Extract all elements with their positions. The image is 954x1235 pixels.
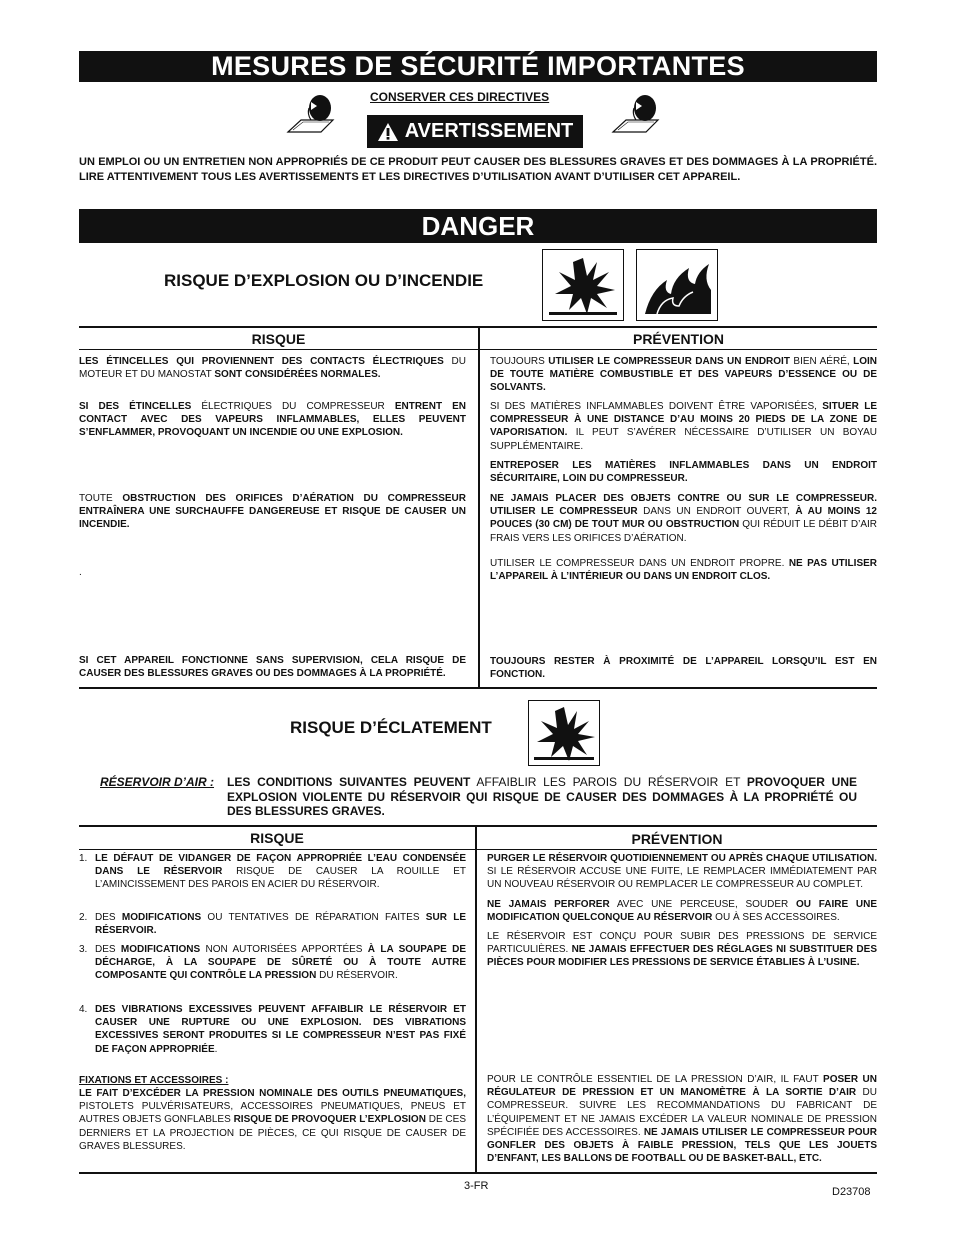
text-segment: UTILISER LE COMPRESSEUR DANS UN ENDROIT PROPRE. [490,558,789,569]
prev1-distance [490,400,877,453]
document-code: D23708 [832,1186,871,1198]
text-segment: TOUJOURS [490,356,549,367]
bold-text-segment: POSER UN RÉGULATEUR DE PRESSION ET UN MANOMÈTRE À LA SORTIE D’AIR [487,1074,878,1099]
bold-text-segment: NE JAMAIS PERFORER [487,899,610,910]
risk1-vent-obstruction [79,492,466,532]
text-segment: LE RÉSERVOIR EST CONÇU POUR SUBIR DES PRESSIONS DE SERVICE PARTICULIÈRES. [487,931,877,956]
risk2-item-4-text [95,1003,466,1056]
text-segment: AFFAIBLIR LES PAROIS DU RÉSERVOIR ET [470,775,747,789]
bold-text-segment: SI DES ÉTINCELLES [79,401,192,412]
text-segment: OU TENTATIVES DE RÉPARATION FAITES [201,912,426,923]
bold-text-segment: ENTRENT EN CONTACT AVEC DES VAPEURS INFLAMMABLES, ELLES PEUVENT S’ENFLAMMER, PROVOQUANT UN INCENDIE OU UNE EXPLOSION. [79,401,466,439]
warning-banner [367,115,583,148]
bold-text-segment: OBSTRUCTION DES ORIFICES D’AÉRATION DU COMPRESSEUR ENTRAÎNERA UNE SURCHAUFFE DANGEREUSE ET RISQUE DE CAUSER UN INCENDIE. [79,493,466,531]
bold-text-segment: SUR LE RÉSERVOIR. [95,912,466,937]
risk2-accessories-text [79,1087,466,1153]
burst-icon [528,700,600,766]
table2-bottom-rule [79,1172,877,1174]
risk2-item-1-number: 1. [79,853,88,864]
text-segment: OU À SES ACCESSOIRES. [712,912,840,924]
reading-manual-icon [285,92,341,136]
text-segment: DE CES DERNIERS ET LA PROJECTION DE PIÈCES, CE QUI RISQUE DE CAUSER DE GRAVES BLESSURES. [79,1114,466,1152]
bold-text-segment: DES VIBRATIONS EXCESSIVES PEUVENT AFFAIBLIR LE RÉSERVOIR ET CAUSER UNE RUPTURE OU UNE EXPLOSION. DES VIBRATIONS EXCESSIVES SERONT PRODUITES SI LE COMPRESSEUR N’EST PAS FIXÉ DE FAÇON APPROPRIÉE [95,1004,466,1055]
warning-triangle-icon [377,122,399,142]
text-segment: DU RÉSERVOIR. [316,970,398,982]
bold-text-segment: LE DÉFAUT DE VIDANGER DE FAÇON APPROPRIÉE L’EAU CONDENSÉE DANS LE RÉSERVOIR [95,853,466,878]
table1-risk-head-rule [79,349,478,350]
text-segment: RISQUE DE CAUSER LA ROUILLE ET L’AMINCISSEMENT DES PAROIS EN ACIER DU RÉSERVOIR. [95,866,467,891]
bold-text-segment: LE FAIT D’EXCÉDER LA PRESSION NOMINALE DES OUTILS PNEUMATIQUES, [79,1088,466,1099]
warning-label: AVERTISSEMENT [404,120,574,142]
text-segment: PISTOLETS PULVÉRISATEURS, ACCESSOIRES PNEUMATIQUES, PNEUS ET AUTRES OBJETS GONFLABLES [79,1101,466,1126]
text-segment: SI LE RÉSERVOIR ACCUSE UNE FUITE, LE REMPLACER IMMÉDIATEMENT PAR UN NOUVEAU RÉSERVOIR OU REMPLACER LE COMPRESSEUR AU COMPLET. [487,866,877,891]
bold-text-segment: LES CONDITIONS SUIVANTES PEUVENT [227,775,471,789]
text-segment: DU MOTEUR ET DU MANOSTAT [79,356,466,381]
bold-text-segment: NE JAMAIS EFFECTUER DES RÉGLAGES NI SUBSTITUER DES PIÈCES POUR MODIFIER LES PRESSIONS DE SERVICE ÉTABLIES À L’USINE. [487,944,877,969]
prev2-no-adjust [487,930,877,970]
risk2-item-4 [79,1003,466,1056]
risk1-dot: . [79,567,82,578]
table1-divider [478,326,480,688]
text-segment: IL PEUT S’AVÉRER NÉCESSAIRE D’UTILISER UN BOYAU SUPPLÉMENTAIRE. [490,427,877,452]
table1-prev-head-rule [480,349,877,350]
risk1-sparks-vapors [79,400,466,440]
section-title-burst: RISQUE D’ÉCLATEMENT [290,718,492,737]
risk2-item-1-text [95,852,466,892]
prev2-drain-tank [487,852,877,892]
text-segment: NON AUTORISÉES APPORTÉES [200,944,368,955]
bold-text-segment: MODIFICATIONS [121,912,202,923]
bold-text-segment: TOUJOURS RESTER À PROXIMITÉ DE L’APPAREIL LORSQU’IL EST EN FONCTION. [490,656,877,681]
bold-text-segment: MODIFICATIONS [120,944,201,955]
section-title-explosion-fire: RISQUE D’EXPLOSION OU D’INCENDIE [164,271,484,290]
risk2-item-2 [79,911,466,937]
prev1-stay-near [490,655,877,681]
reservoir-conditions [227,775,857,819]
bold-text-segment: OU FAIRE UNE MODIFICATION QUELCONQUE AU RÉSERVOIR [487,899,878,924]
risk2-item-2-text [95,911,466,937]
table2-divider [475,825,477,1173]
text-segment: . [214,1043,218,1055]
prev2-no-drilling [487,898,877,924]
prev1-ventilated [490,355,877,395]
text-segment: POUR LE CONTRÔLE ESSENTIEL DE LA PRESSION D’AIR, IL FAUT [487,1074,824,1085]
intro-warning-text: UN EMPLOI OU UN ENTRETIEN NON APPROPRIÉS DE CE PRODUIT PEUT CAUSER DES BLESSURES GRAVES ET DES DOMMAGES À LA PROPRIÉTÉ. LIRE ATTENTIVEMENT TOUS LES AVERTISSEMENTS ET LES DIRECTIVES D’UTILISATION AVANT D’UTILISER CET APPAREIL. [79,156,877,183]
bold-text-segment: RISQUE DE PROVOQUER L’EXPLOSION [233,1114,426,1126]
risk2-item-2-number: 2. [79,912,88,923]
table1-bottom-rule [79,687,877,689]
text-segment: ÉLECTRIQUES DU COMPRESSEUR [191,401,395,412]
bold-text-segment: UTILISER LE COMPRESSEUR DANS UN ENDROIT [548,356,790,367]
bold-text-segment: SITUER LE COMPRESSEUR À UNE DISTANCE D’AU MOINS 20 PIEDS DE LA ZONE DE VAPORISATION. [490,401,877,439]
reading-manual-icon-right [610,92,666,136]
text-segment: QUI RÉDUIT LE DÉBIT D’AIR FRAIS VERS LES ORIFICES D’AÉRATION. [490,519,878,544]
bold-text-segment: NE JAMAIS PLACER DES OBJETS CONTRE OU SUR LE COMPRESSEUR. UTILISER LE COMPRESSEUR [490,493,877,518]
bold-text-segment: LES ÉTINCELLES QUI PROVIENNENT DES CONTACTS ÉLECTRIQUES [79,356,444,367]
fire-icon [636,249,718,321]
risk1-unsupervised [79,654,466,680]
risk2-item-3-text [95,943,466,983]
bold-text-segment: PURGER LE RÉSERVOIR QUOTIDIENNEMENT OU APRÈS CHAQUE UTILISATION. [487,853,877,864]
reservoir-label: RÉSERVOIR D’AIR : [100,775,215,789]
table2-header-prevention: PRÉVENTION [631,831,723,847]
bold-text-segment: PROVOQUER UNE EXPLOSION VIOLENTE DU RÉSERVOIR QUI RISQUE DE CAUSER DES DOMMAGES À LA PROPRIÉTÉ OU DES BLESSURES GRAVES. [227,775,858,818]
risk2-item-4-number: 4. [79,1004,88,1015]
page-number: 3-FR [464,1180,489,1192]
prev2-regulator [487,1073,877,1165]
prev1-clean-area [490,557,877,583]
bold-text-segment: SONT CONSIDÉRÉES NORMALES. [214,369,381,381]
table2-prev-head-rule [477,849,877,850]
table2-header-risk: RISQUE [250,830,304,846]
table1-header-risk: RISQUE [251,331,306,347]
bold-text-segment: À AU MOINS 12 POUCES (30 CM) DE TOUT MUR OU OBSTRUCTION [490,506,877,531]
text-segment: DES [95,912,122,923]
risk2-accessories-label: FIXATIONS ET ACCESSOIRES : [79,1075,229,1086]
prev1-no-objects [490,492,877,545]
prev1-storage [490,459,877,485]
bold-text-segment: LOIN DE TOUTE MATIÈRE COMBUSTIBLE ET DES VAPEURS D’ESSENCE OU DE SOLVANTS. [490,356,877,394]
risk2-item-3-number: 3. [79,944,88,955]
table2-top-rule [79,825,877,827]
bold-text-segment: ENTREPOSER LES MATIÈRES INFLAMMABLES DANS UN ENDROIT SÉCURITAIRE, LOIN DU COMPRESSEUR. [490,460,877,485]
text-segment: DANS UN ENDROIT OUVERT, [637,506,796,518]
table1-header-prevention: PRÉVENTION [632,331,724,347]
risk2-item-1 [79,852,466,892]
bold-text-segment: SI CET APPAREIL FONCTIONNE SANS SUPERVISION, CELA RISQUE DE CAUSER DES BLESSURES GRAVES OU DES DOMMAGES À LA PROPRIÉTÉ. [79,655,466,680]
explosion-icon [542,249,624,321]
bold-text-segment: NE JAMAIS UTILISER LE COMPRESSEUR POUR GONFLER DES OBJETS À FAIBLE PRESSION, TELS QUE LES JOUETS D’ENFANT, LES BALLONS DE FOOTBALL OU DE BASKET-BALL, ETC. [487,1126,877,1165]
table2-risk-head-rule [79,849,475,850]
keep-instructions-label: CONSERVER CES DIRECTIVES [370,90,550,104]
danger-banner: DANGER [79,209,877,243]
risk1-sparks [79,355,466,381]
risk2-item-3 [79,943,466,983]
bold-text-segment: NE PAS UTILISER L’APPAREIL À L’INTÉRIEUR OU DANS UN ENDROIT CLOS. [490,558,878,583]
text-segment: TOUTE [79,493,123,504]
page-title: MESURES DE SÉCURITÉ IMPORTANTES [79,51,877,82]
text-segment: SI DES MATIÈRES INFLAMMABLES DOIVENT ÊTRE VAPORISÉES, [490,401,823,412]
text-segment: BIEN AÉRÉ, [789,356,854,367]
text-segment: AVEC UNE PERCEUSE, SOUDER [609,899,796,910]
bold-text-segment: À LA SOUPAPE DE DÉCHARGE, À LA SOUPAPE DE SÛRETÉ OU À TOUTE AUTRE COMPOSANTE QUI CONTRÔLE LA PRESSION [95,944,466,982]
text-segment: DU COMPRESSEUR. SUIVRE LES RECOMMANDATIONS DU FABRICANT DE L’ÉQUIPEMENT ET NE JAMAIS EXCÉDER LA VALEUR NOMINALE DE PRESSION SPÉCIFIÉE DES ACCESSOIRES. [487,1087,877,1138]
text-segment: DES [95,944,121,955]
